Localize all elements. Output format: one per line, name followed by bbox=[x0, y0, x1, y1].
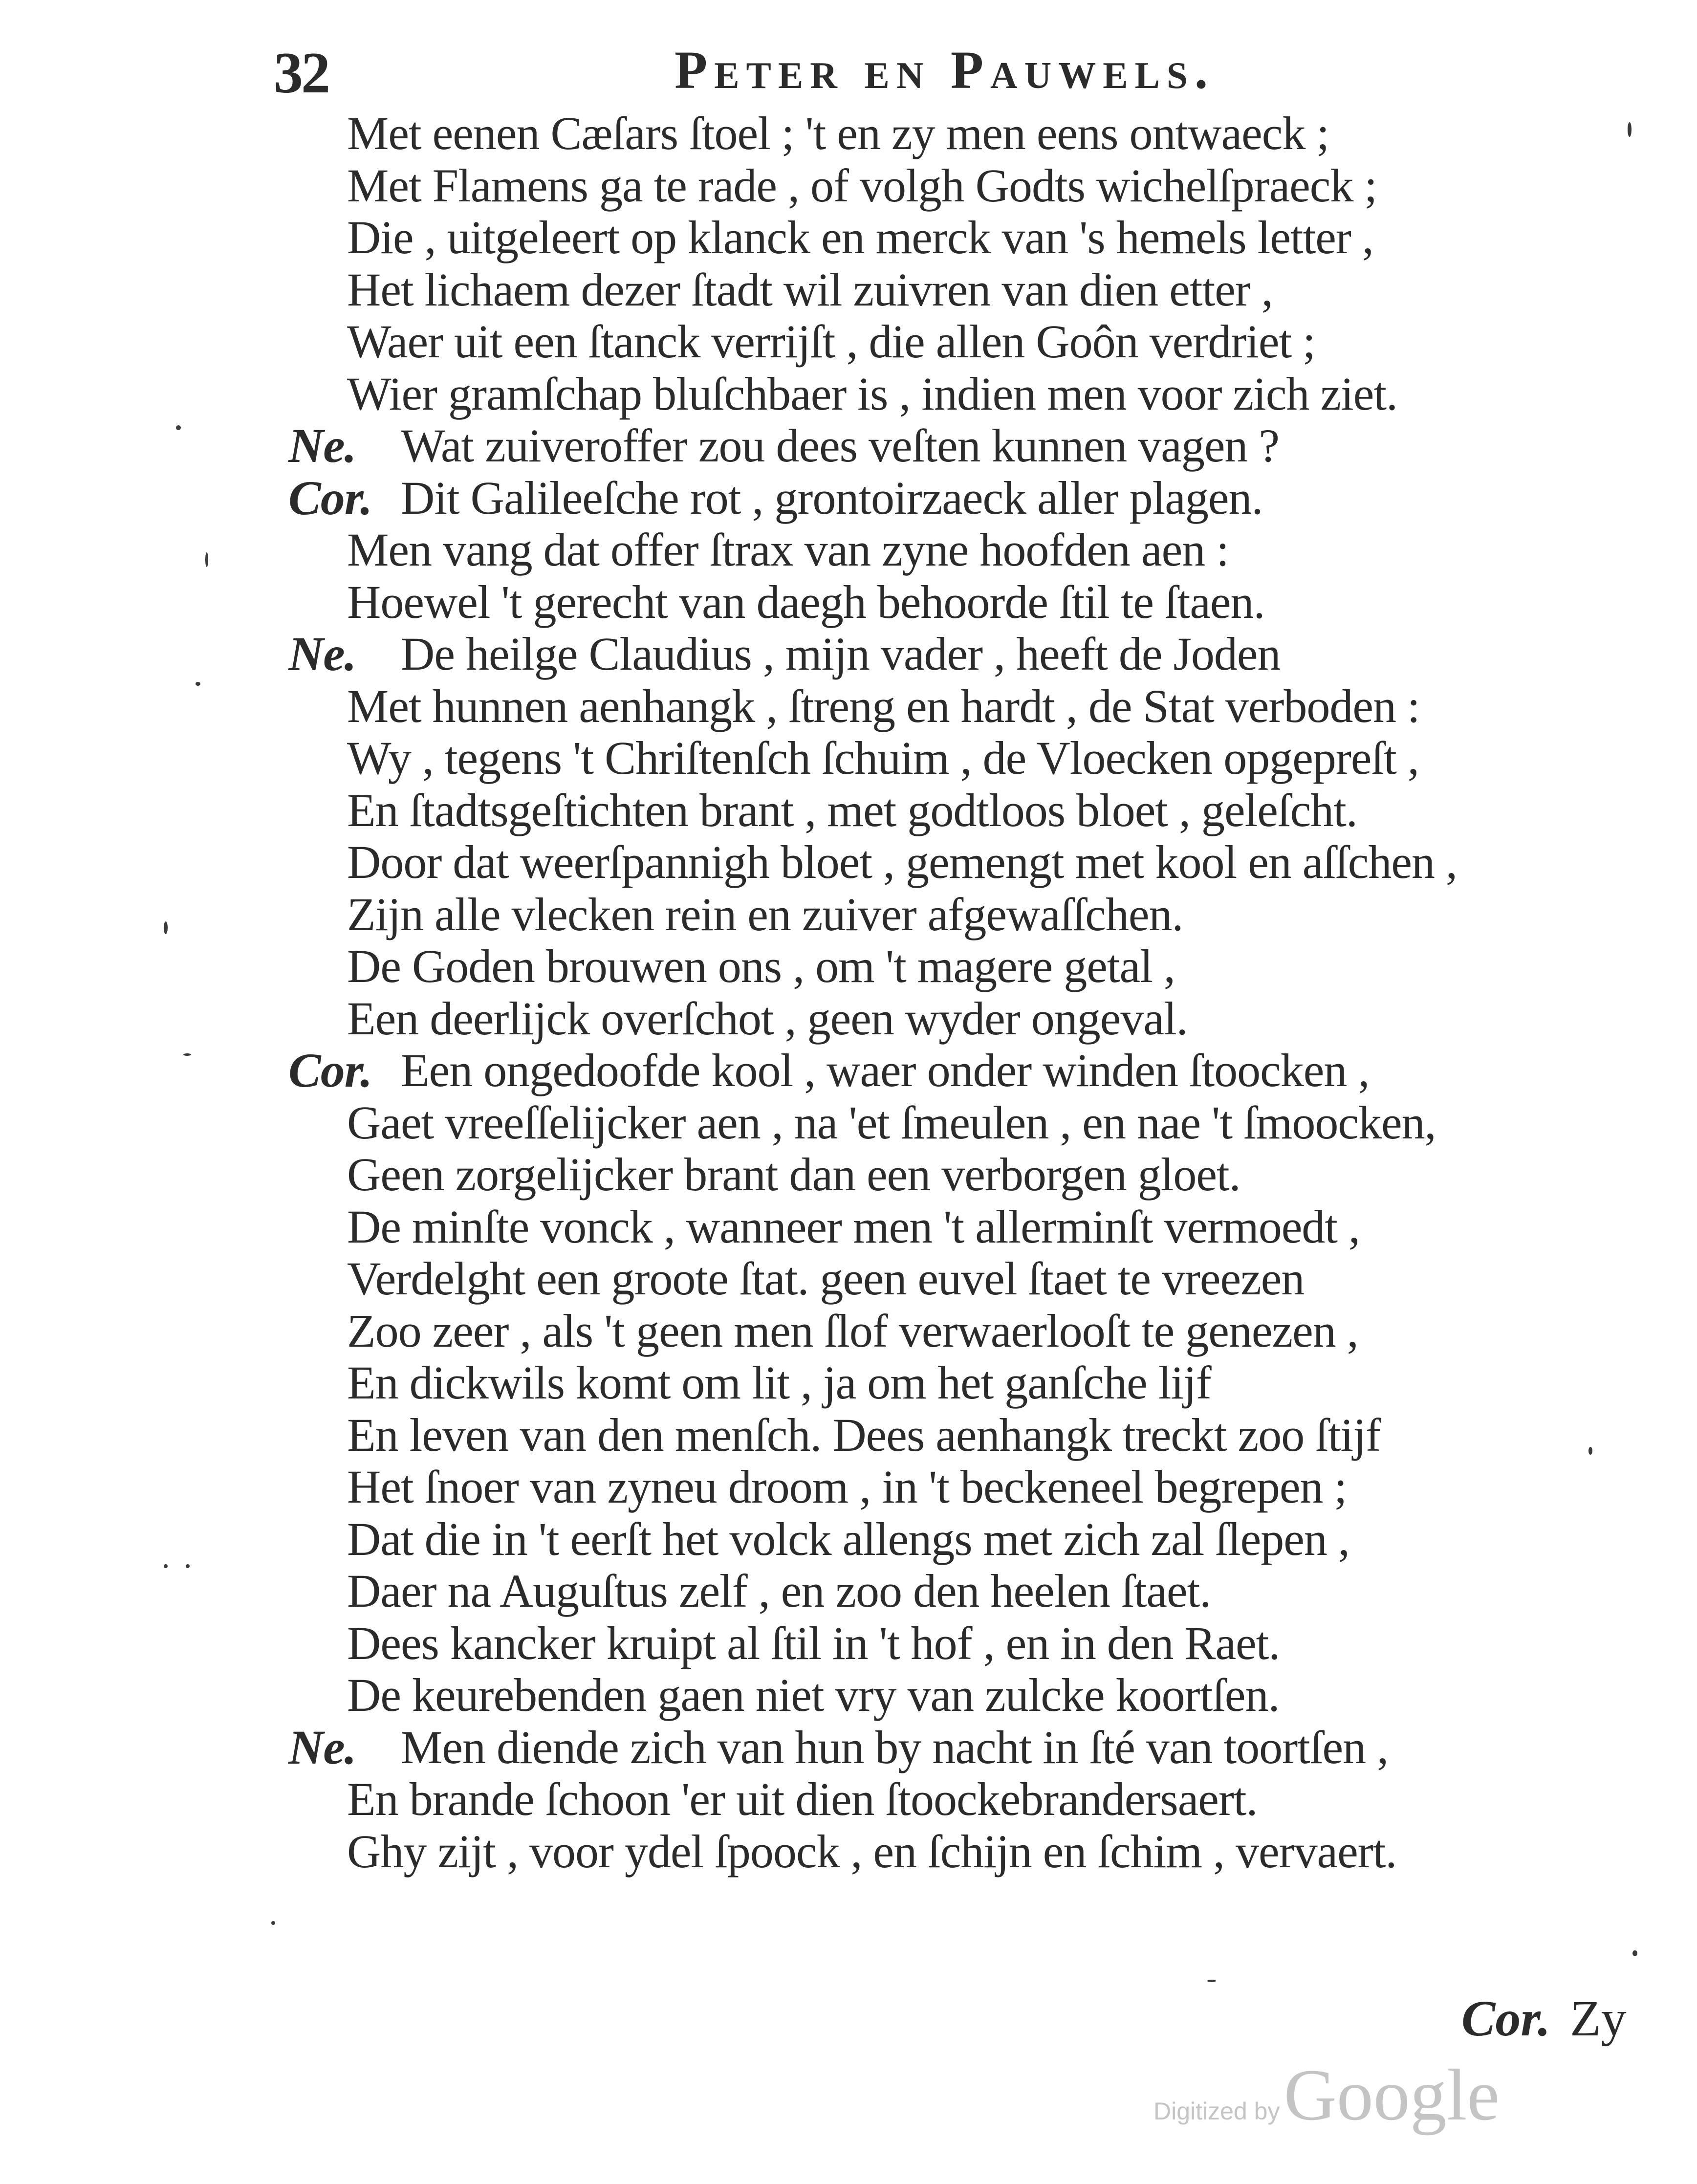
verse-line bbox=[288, 628, 1681, 680]
scan-speck bbox=[176, 425, 181, 430]
verse-text: Men diende zich van hun by nacht in ſté van toortſen , bbox=[401, 1721, 1389, 1773]
watermark-prefix: Digitized by bbox=[1153, 2097, 1280, 2125]
verse-line bbox=[288, 1513, 1681, 1566]
verse-line bbox=[288, 993, 1681, 1045]
verse-line bbox=[288, 1669, 1681, 1722]
verse-line bbox=[288, 316, 1681, 368]
verse-text: Men vang dat offer ſtrax van zyne hoofden aen : bbox=[347, 524, 1229, 576]
running-title: Peter en Pauwels. bbox=[674, 40, 1215, 100]
verse-line bbox=[288, 212, 1681, 264]
verse-text: Ghy zijt , voor ydel ſpoock , en ſchijn en ſchim , vervaert. bbox=[347, 1825, 1397, 1878]
verse-line bbox=[288, 1201, 1681, 1253]
verse-line bbox=[288, 1722, 1681, 1774]
verse-text: En brande ſchoon 'er uit dien ſtoockebrandersaert. bbox=[347, 1773, 1258, 1825]
google-logo-text: Google bbox=[1284, 2054, 1500, 2136]
speaker-label: Cor. bbox=[288, 470, 372, 525]
verse-text: Wat zuiveroffer zou dees veſten kunnen vagen ? bbox=[401, 419, 1280, 472]
speaker-label: Ne. bbox=[288, 1720, 356, 1774]
scan-speck bbox=[164, 921, 168, 934]
verse-text: Door dat weerſpannigh bloet , gemengt met kool en aſſchen , bbox=[347, 836, 1457, 888]
verse-line bbox=[288, 1253, 1681, 1305]
verse-line bbox=[288, 1617, 1681, 1670]
verse-text: De heilge Claudius , mijn vader , heeft de Joden bbox=[401, 628, 1281, 680]
verse-line bbox=[288, 1045, 1681, 1097]
verse-text: Het ſnoer van zyneu droom , in 't beckeneel begrepen ; bbox=[347, 1461, 1347, 1513]
verse-line bbox=[288, 420, 1681, 472]
verse-text: Waer uit een ſtanck verrijſt , die allen Goôn verdriet ; bbox=[347, 315, 1315, 368]
page-header bbox=[274, 34, 1496, 112]
verse-line bbox=[288, 1565, 1681, 1617]
verse-line bbox=[288, 160, 1681, 212]
verse-line bbox=[288, 472, 1681, 524]
scan-speck bbox=[205, 552, 208, 567]
scan-speck bbox=[1207, 1980, 1216, 1982]
digitized-by-watermark bbox=[1153, 2053, 1500, 2137]
page-number: 32 bbox=[274, 40, 328, 105]
verse-line bbox=[288, 1097, 1681, 1149]
verse-line bbox=[288, 368, 1681, 420]
catchword-speaker: Cor. bbox=[1461, 1990, 1551, 2047]
verse-text: En leven van den menſch. Dees aenhangk treckt zoo ſtijf bbox=[347, 1408, 1381, 1461]
scan-speck bbox=[164, 1564, 168, 1568]
verse-line bbox=[288, 108, 1681, 160]
verse-text: De Goden brouwen ons , om 't magere getal , bbox=[347, 940, 1175, 992]
verse-text: Een ongedoofde kool , waer onder winden ſtoocken , bbox=[401, 1044, 1370, 1096]
verse-text: De keurebenden gaen niet vry van zulcke koortſen. bbox=[347, 1669, 1280, 1721]
scan-speck bbox=[271, 1921, 275, 1925]
verse-line bbox=[288, 1773, 1681, 1826]
verse-line bbox=[288, 836, 1681, 889]
catchword-word: Zy bbox=[1570, 1990, 1627, 2047]
verse-text: Dees kancker kruipt al ſtil in 't hof , en in den Raet. bbox=[347, 1616, 1280, 1669]
verse-text: Dit Galileeſche rot , grontoirzaeck aller plagen. bbox=[401, 471, 1263, 524]
verse-line bbox=[288, 1409, 1681, 1462]
verse-line bbox=[288, 732, 1681, 785]
verse-text: Wier gramſchap bluſchbaer is , indien men voor zich ziet. bbox=[347, 367, 1397, 420]
verse-text: Hoewel 't gerecht van daegh behoorde ſtil te ſtaen. bbox=[347, 575, 1265, 628]
verse-text: Zoo zeer , als 't geen men ſlof verwaerlooſt te genezen , bbox=[347, 1304, 1358, 1357]
verse-line bbox=[288, 940, 1681, 993]
verse-line bbox=[288, 1357, 1681, 1409]
verse-text: En ſtadtsgeſtichten brant , met godtloos bloet , geleſcht. bbox=[347, 784, 1357, 836]
speaker-label: Ne. bbox=[288, 627, 356, 681]
speaker-label: Cor. bbox=[288, 1043, 372, 1097]
scan-speck bbox=[196, 682, 200, 686]
verse-text: Met hunnen aenhangk , ſtreng en hardt , de Stat verboden : bbox=[347, 679, 1420, 732]
verse-line bbox=[288, 1461, 1681, 1513]
verse-text: De minſte vonck , wanneer men 't allerminſt vermoedt , bbox=[347, 1200, 1360, 1253]
verse-text: Verdelght een groote ſtat. geen euvel ſtaet te vreezen bbox=[347, 1252, 1305, 1305]
verse-line bbox=[288, 889, 1681, 941]
verse-text: En dickwils komt om lit , ja om het ganſche lijf bbox=[347, 1356, 1211, 1409]
verse-line bbox=[288, 785, 1681, 837]
verse-text: Daer na Auguſtus zelf , en zoo den heelen ſtaet. bbox=[347, 1565, 1211, 1617]
verse-line bbox=[288, 1149, 1681, 1201]
verse-text: Zijn alle vlecken rein en zuiver afgewaſſchen. bbox=[347, 888, 1183, 940]
verse-text: Die , uitgeleert op klanck en merck van 's hemels letter , bbox=[347, 211, 1373, 263]
catchword bbox=[1461, 1989, 1627, 2048]
verse-text: Het lichaem dezer ſtadt wil zuivren van dien etter , bbox=[347, 263, 1273, 316]
scan-speck bbox=[1588, 1447, 1592, 1455]
verse-body bbox=[288, 108, 1681, 1878]
verse-text: Dat die in 't eerſt het volck allengs met zich zal ſlepen , bbox=[347, 1512, 1349, 1565]
scan-speck bbox=[1632, 1950, 1637, 1956]
verse-line bbox=[288, 680, 1681, 733]
verse-text: Met Flamens ga te rade , of volgh Godts wichelſpraeck ; bbox=[347, 159, 1377, 212]
scan-speck bbox=[183, 1053, 191, 1056]
verse-line bbox=[288, 1826, 1681, 1878]
verse-text: Met eenen Cæſars ſtoel ; 't en zy men eens ontwaeck ; bbox=[347, 107, 1329, 159]
verse-line bbox=[288, 524, 1681, 576]
verse-line bbox=[288, 576, 1681, 629]
verse-text: Gaet vreeſſelijcker aen , na 'et ſmeulen , en nae 't ſmoocken, bbox=[347, 1096, 1436, 1149]
verse-text: Een deerlijck overſchot , geen wyder ongeval. bbox=[347, 992, 1188, 1045]
verse-text: Geen zorgelijcker brant dan een verborgen gloet. bbox=[347, 1148, 1240, 1201]
speaker-label: Ne. bbox=[288, 418, 356, 473]
verse-text: Wy , tegens 't Chriſtenſch ſchuim , de Vloecken opgepreſt , bbox=[347, 732, 1419, 784]
verse-line bbox=[288, 1305, 1681, 1357]
verse-line bbox=[288, 264, 1681, 316]
scan-speck bbox=[186, 1564, 190, 1568]
scan-speck bbox=[1628, 122, 1632, 137]
